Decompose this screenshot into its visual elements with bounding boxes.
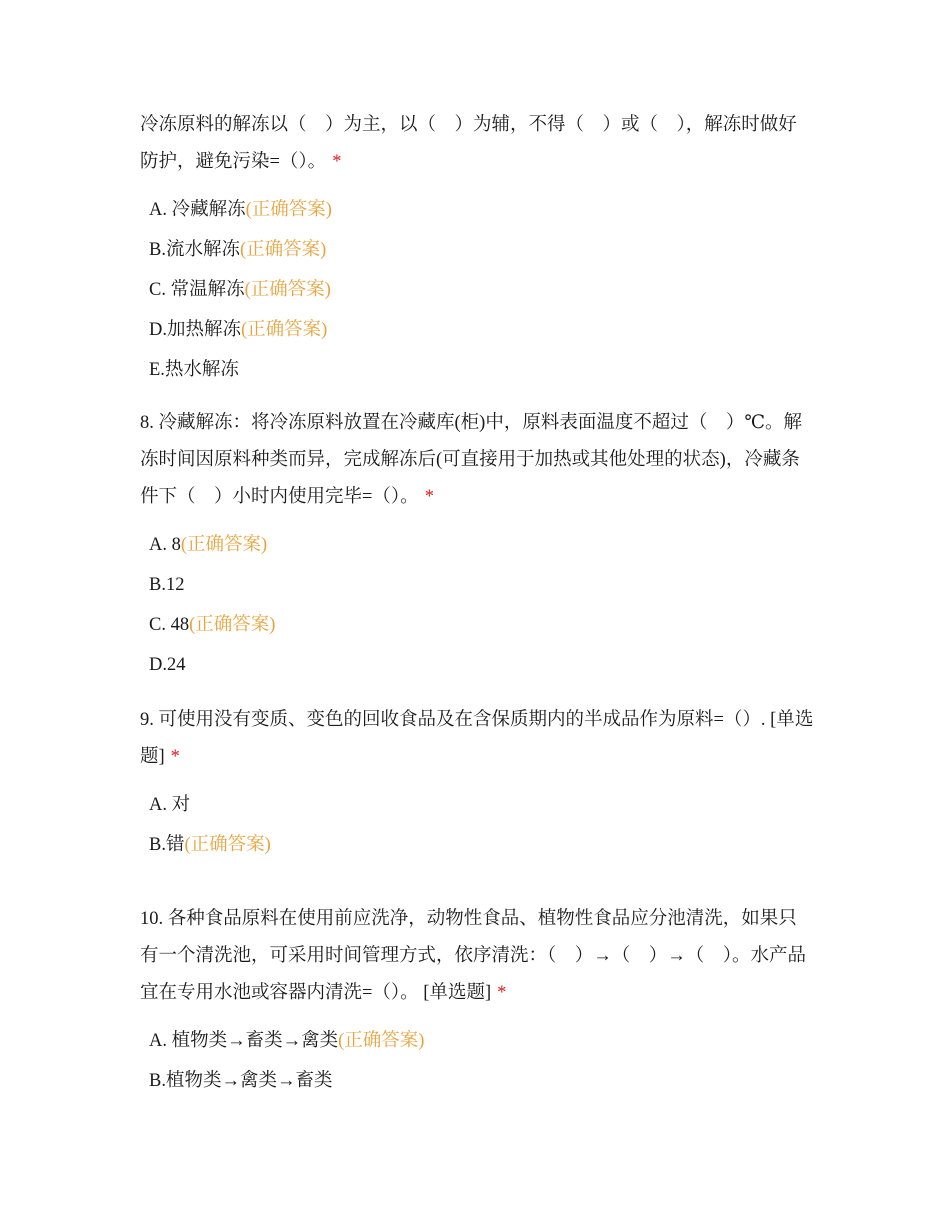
correct-answer-mark: (正确答案): [338, 1031, 425, 1051]
option-item: A. 8(正确答案): [149, 535, 268, 555]
option-item: A. 对: [149, 795, 191, 815]
option-item: A. 冷藏解冻(正确答案): [149, 200, 332, 220]
option-item: B.错(正确答案): [149, 835, 271, 855]
correct-answer-mark: (正确答案): [189, 615, 276, 635]
correct-answer-mark: (正确答案): [184, 835, 271, 855]
question-text: 9. 可使用没有变质、变色的回收食品及在含保质期内的半成品作为原料=（）. [单选题] *: [140, 710, 814, 767]
question-block: [140, 405, 815, 685]
option-item: D.加热解冻(正确答案): [149, 320, 328, 340]
option-item: A. 植物类→畜类→禽类(正确答案): [149, 1031, 425, 1051]
question-text: 10. 各种食品原料在使用前应洗净，动物性食品、植物性食品应分池清洗，如果只有一个清洗池，可采用时间管理方式，依序清洗：（ ）→（ ）→（ ）。水产品宜在专用水池或容器内清洗=（）。 [单选题] *: [140, 909, 807, 1003]
option-item: C. 常温解冻(正确答案): [149, 280, 331, 300]
question-block: [140, 901, 815, 1101]
correct-answer-mark: (正确答案): [241, 320, 328, 340]
required-mark: *: [170, 747, 180, 767]
option-item: B.12: [149, 575, 185, 595]
required-mark: *: [497, 983, 507, 1003]
question-text: 冷冻原料的解冻以（ ）为主，以（ ）为辅，不得（ ）或（ ），解冻时做好防护，避免污染=（）。 *: [140, 115, 797, 172]
option-item: B.流水解冻(正确答案): [149, 240, 327, 260]
question-block: [140, 702, 815, 865]
correct-answer-mark: (正确答案): [180, 535, 268, 555]
required-mark: *: [424, 487, 434, 507]
option-list: [140, 525, 815, 685]
question-text: 8. 冷藏解冻：将冷冻原料放置在冷藏库(柜)中，原料表面温度不超过（ ）℃。解冻时间因原料种类而异，完成解冻后(可直接用于加热或其他处理的状态)，冷藏条件下（ ）小时内使用完毕=（）。 *: [140, 413, 803, 507]
option-list: [140, 190, 815, 390]
correct-answer-mark: (正确答案): [245, 200, 332, 220]
option-list: [140, 785, 815, 865]
option-item: E.热水解冻: [149, 360, 239, 380]
option-item: B.植物类→禽类→畜类: [149, 1071, 333, 1091]
option-list: [140, 1021, 815, 1101]
option-item: D.24: [149, 655, 186, 675]
correct-answer-mark: (正确答案): [244, 280, 331, 300]
question-block: [140, 107, 815, 390]
required-mark: *: [332, 152, 342, 172]
option-item: C. 48(正确答案): [149, 615, 276, 635]
correct-answer-mark: (正确答案): [239, 240, 327, 260]
